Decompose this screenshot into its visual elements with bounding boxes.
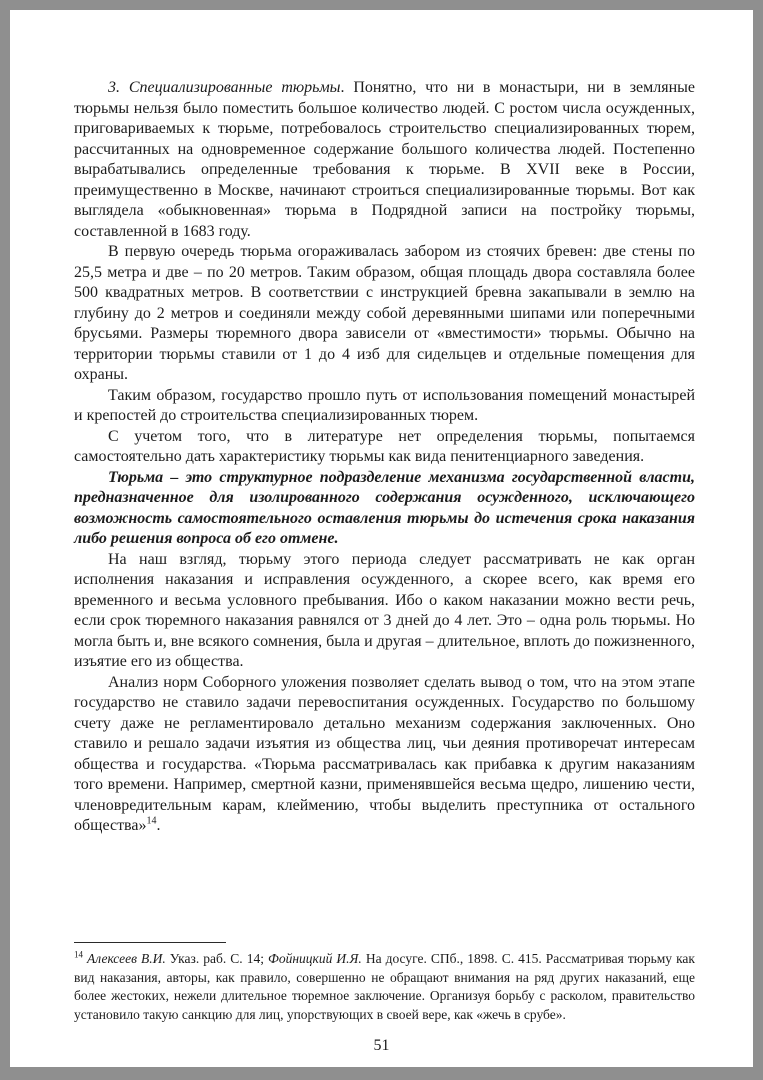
- footnote-author-1: Алексеев В.И.: [83, 950, 166, 966]
- footnote-marker: 14: [74, 949, 83, 960]
- paragraph-7-text: Анализ норм Соборного уложения позволяет сделать вывод о том, что на этом этапе государство не ставило задачи перевоспитания осужденных. Государство по большому счету даже не регламентировало детально механизм содержания заключенных. Оно ставило и решало задачи изъятия из общества лиц, чьи деяния противоречат интересам общества и государства. «Тюрьма рассматривалась как прибавка к другим наказаниям того времени. Например, смертной казни, применявшейся весьма щедро, лишению чести, членовредительным карам, клеймению, чтобы выделить преступника от остального общества»: [74, 673, 695, 834]
- footnote-area: [74, 942, 695, 1025]
- paragraph-2: В первую очередь тюрьма огораживалась забором из стоячих бревен: две стены по 25,5 метра и две – по 20 метров. Таким образом, общая площадь двора составляла более 500 квадратных метров. В соответствии с инструкцией бревна закапывали в землю на глубину до 2 метров и соединяли между собой деревянными шипами или поперечными брусьями. Размеры тюремного двора зависели от «вместимости» тюрьмы. Обычно на территории тюрьмы ставили от 1 до 4 изб для сидельцев и отдельные помещения для охраны.: [74, 243, 695, 383]
- section-run-in-heading: 3. Специализированные тюрьмы: [108, 79, 341, 96]
- main-text: [74, 78, 695, 837]
- paragraph-4: С учетом того, что в литературе нет определения тюрьмы, попытаемся самостоятельно дать характеристику тюрьмы как вида пенитенциарного заведения.: [74, 427, 695, 465]
- paragraph-1-text: . Понятно, что ни в монастыри, ни в земляные тюрьмы нельзя было поместить большое количество людей. С ростом числа осужденных, приговариваемых к тюрьме, потребовалось строительство специализированных тюрем, рассчитанных на одновременное содержание большого количества людей. Постепенно вырабатывались определенные требования к тюрьме. В XVII веке в России, преимущественно в Москве, начинают строиться специализированные тюрьмы. Вот как выглядела «обыкновенная» тюрьма в Подрядной записи на постройку тюрьмы, составленной в 1683 году.: [74, 79, 695, 240]
- footnote-reference-marker: 14: [146, 815, 157, 827]
- paragraph-3: Таким образом, государство прошло путь от использования помещений монастырей и крепостей до строительства специализированных тюрем.: [74, 386, 695, 424]
- paragraph-5-definition: Тюрьма – это структурное подразделение механизма государственной власти, предназначенное для изолированного содержания осужденного, исключающего возможность самостоятельного оставления тюрьмы до истечения срока наказания либо решения вопроса об его отмене.: [74, 468, 695, 547]
- footnote-text-2: На досуге. СПб., 1898. С. 415. Рассматривая тюрьму как вид наказания, авторы, как правило, совершенно не обращают внимания на ряд других наказаний, еще более жестоких, нежели длительное тюремное заключение. Организуя борьбу с расколом, правительство установило такую санкцию для лиц, упорствующих в своей вере, как «жечь в срубе».: [74, 950, 695, 1023]
- footnote: [74, 950, 695, 1025]
- paragraph-6: На наш взгляд, тюрьму этого периода следует рассматривать не как орган исполнения наказания и исправления осужденного, а скорее всего, как время его временного и весьма условного пребывания. Ибо о каком наказании можно вести речь, если срок тюремного наказания равнялся от 3 дней до 4 лет. Это – одна роль тюрьмы. Но могла быть и, вне всякого сомнения, была и другая – длительное, вплоть до пожизненного, изъятие его из общества.: [74, 550, 695, 670]
- paragraph-7: [74, 673, 695, 837]
- footnote-author-2: Фойницкий И.Я.: [268, 950, 362, 966]
- paragraph-1: [74, 78, 695, 242]
- footnote-text-1: Указ. раб. С. 14;: [165, 950, 268, 966]
- page-number: 51: [373, 1037, 390, 1054]
- paragraph-7-end: .: [156, 817, 161, 834]
- footnote-separator: [74, 942, 226, 943]
- document-page: [10, 10, 753, 1067]
